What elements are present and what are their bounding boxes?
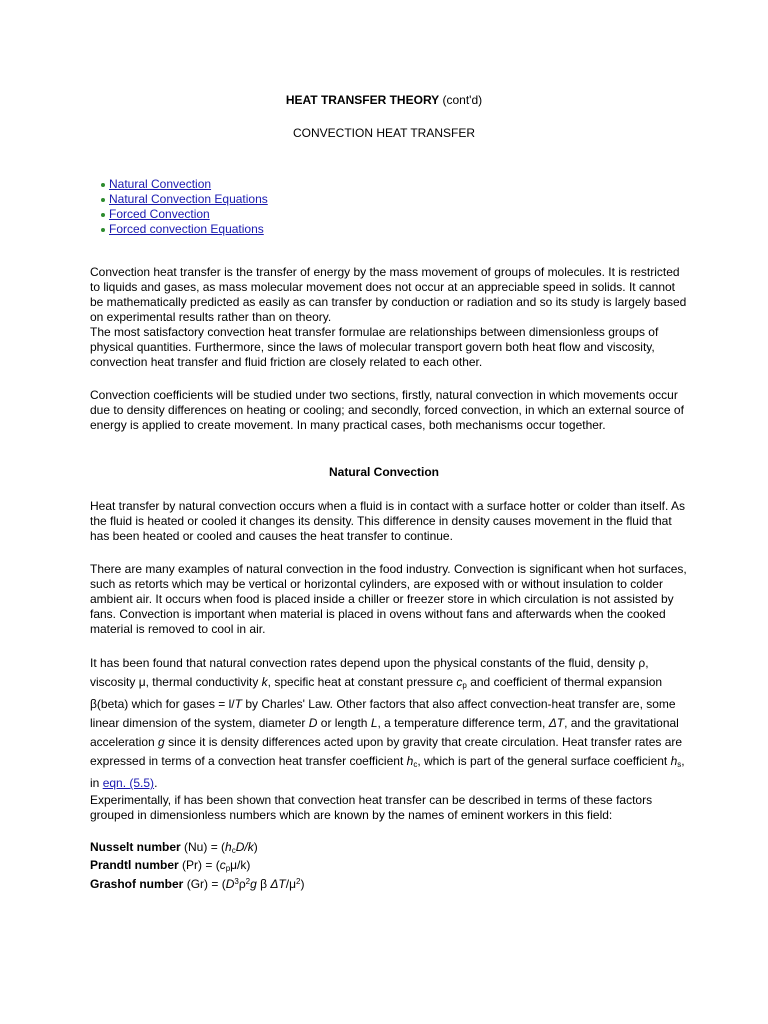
- formula-grashof: [90, 877, 304, 891]
- formula-name: Prandtl number: [90, 858, 179, 872]
- text-run: since it is density differences acted upon by gravity that create circulation. Heat transfer rates are expressed in terms of a convection heat transfer coefficient: [90, 735, 683, 768]
- symbol-delta-t: ΔT: [548, 716, 565, 730]
- paragraph-text: Convection heat transfer is the transfer of energy by the mass movement of groups of molecules. It is restricted to liquids and gases, as mass molecular movement does not occur at an appreciable speed in solids. It cannot be mathematically predicted as easily as can transfer by conduction or radiation and so its study is largely based on experimental results rather than on theory.: [90, 265, 687, 324]
- bullet-icon: [101, 213, 105, 217]
- paragraph-text: The most satisfactory convection heat transfer formulae are relationships between dimensionless groups of physical quantities. Furthermore, since the laws of molecular transport govern both heat flow and viscosity, convection heat transfer and fluid friction are closely related to each other.: [90, 325, 659, 369]
- page-subtitle: CONVECTION HEAT TRANSFER: [292, 126, 476, 140]
- subscript: s: [677, 760, 682, 769]
- text-run: .: [154, 776, 158, 790]
- paragraph-intro: [90, 265, 690, 370]
- symbol-beta: β: [90, 697, 97, 711]
- formula-text: (Nu) = (: [180, 840, 226, 854]
- toc-item: [101, 177, 268, 192]
- text-run: or length: [317, 716, 371, 730]
- text-run: by Charles' Law. Other factors that also affect convection-heat transfer are, some linear dimension of the system, diameter: [90, 697, 676, 730]
- toc-link-forced-convection[interactable]: Forced Convection: [109, 207, 210, 221]
- symbol-rho: ρ: [638, 656, 646, 670]
- paragraph-examples: There are many examples of natural convection in the food industry. Convection is significant when hot surfaces, such as retorts which may be vertical or horizontal cylinders, are exposed with or without insulation to colder ambient air. It occurs when food is placed inside a chiller or freezer store in which circulation is not assisted by fans. Convection is important when material is placed in ovens without fans and afterwards when the cooked material is removed to cool in air.: [90, 562, 687, 636]
- toc-item: [101, 222, 268, 237]
- formula-text: ): [253, 840, 258, 854]
- title-bold: HEAT TRANSFER THEORY: [285, 93, 440, 107]
- symbol-delta-t: ΔT: [270, 877, 286, 891]
- formula-name: Grashof number: [90, 877, 184, 891]
- symbol-beta: β: [256, 877, 271, 891]
- superscript: 2: [296, 877, 301, 886]
- symbol-c: c: [219, 858, 226, 872]
- text-run: , viscosity: [90, 656, 649, 689]
- text-run: , which is part of the general surface coefficient: [417, 754, 671, 768]
- formula-text: (Gr) = (: [183, 877, 226, 891]
- table-of-contents: [101, 177, 268, 237]
- toc-item: [101, 207, 268, 222]
- bullet-icon: [101, 183, 105, 187]
- superscript: 2: [245, 877, 251, 886]
- text-run: and coefficient of thermal expansion: [466, 675, 663, 689]
- symbol-rho: ρ: [238, 877, 246, 891]
- paragraph-dimensionless: Experimentally, if has been shown that convection heat transfer can be described in terms of these factors grouped in dimensionless numbers which are known by the names of eminent workers in this field:: [90, 793, 653, 822]
- symbol-g: g: [250, 877, 257, 891]
- formula-text: D/k: [235, 840, 254, 854]
- toc-link-natural-convection[interactable]: Natural Convection: [109, 177, 212, 191]
- symbol-hs: h: [670, 754, 678, 768]
- symbol-mu: μ: [138, 675, 146, 689]
- symbol-t: T: [234, 697, 242, 711]
- subscript: p: [462, 681, 467, 690]
- text-run: , a temperature difference term,: [377, 716, 549, 730]
- toc-link-forced-convection-equations[interactable]: Forced convection Equations: [109, 222, 264, 236]
- paragraph-coefficients: Convection coefficients will be studied under two sections, firstly, natural convection in which movements occur due to density differences on heating or cooling; and secondly, forced convection, in which an external source of energy is applied to create movement. In many practical cases, both mechanisms occur together.: [90, 388, 684, 432]
- formula-nusselt: [90, 840, 258, 855]
- paragraph-natural-intro: Heat transfer by natural convection occurs when a fluid is in contact with a surface hotter or colder than itself. As the fluid is heated or cooled it changes its density. This difference in density causes movement in the fluid that has been heated or cooled and causes the heat transfer to continue.: [90, 499, 685, 543]
- symbol-k: k: [261, 675, 268, 689]
- formula-text: μ/k: [230, 858, 247, 872]
- symbol-d: D: [225, 877, 235, 891]
- text-run: It has been found that natural convection rates depend upon the physical constants of the fluid, density: [90, 656, 639, 670]
- title-suffix: (cont'd): [439, 93, 483, 107]
- paragraph-physical-constants: [90, 654, 690, 793]
- symbol-h: h: [225, 840, 232, 854]
- superscript: 3: [234, 877, 239, 886]
- symbol-c: c: [456, 675, 463, 689]
- text-run: , and the gravitational acceleration: [90, 716, 679, 749]
- text-run: , in: [90, 754, 685, 790]
- symbol-g: g: [158, 735, 165, 749]
- equation-link[interactable]: eqn. (5.5): [102, 776, 155, 790]
- subscript: p: [225, 864, 231, 873]
- text-run: , specific heat at constant pressure: [267, 675, 457, 689]
- symbol-d: D: [308, 716, 318, 730]
- bullet-icon: [101, 198, 105, 202]
- symbol-l: L: [370, 716, 378, 730]
- formula-text: (Pr) = (: [178, 858, 220, 872]
- text-run: , thermal conductivity: [145, 675, 262, 689]
- text-run: (beta) which for gases = l/: [96, 697, 235, 711]
- formula-text: ): [246, 858, 251, 872]
- subscript: c: [231, 846, 236, 855]
- section-heading-natural-convection: Natural Convection: [328, 465, 439, 479]
- formula-name: Nusselt number: [90, 840, 181, 854]
- formula-prandtl: [90, 858, 250, 873]
- bullet-icon: [101, 228, 105, 232]
- formula-text: /μ: [285, 877, 296, 891]
- subscript: c: [413, 760, 418, 769]
- toc-item: [101, 192, 268, 207]
- formula-text: ): [300, 877, 305, 891]
- symbol-h: h: [406, 754, 414, 768]
- toc-link-natural-convection-equations[interactable]: Natural Convection Equations: [109, 192, 268, 206]
- page-title: [0, 93, 768, 107]
